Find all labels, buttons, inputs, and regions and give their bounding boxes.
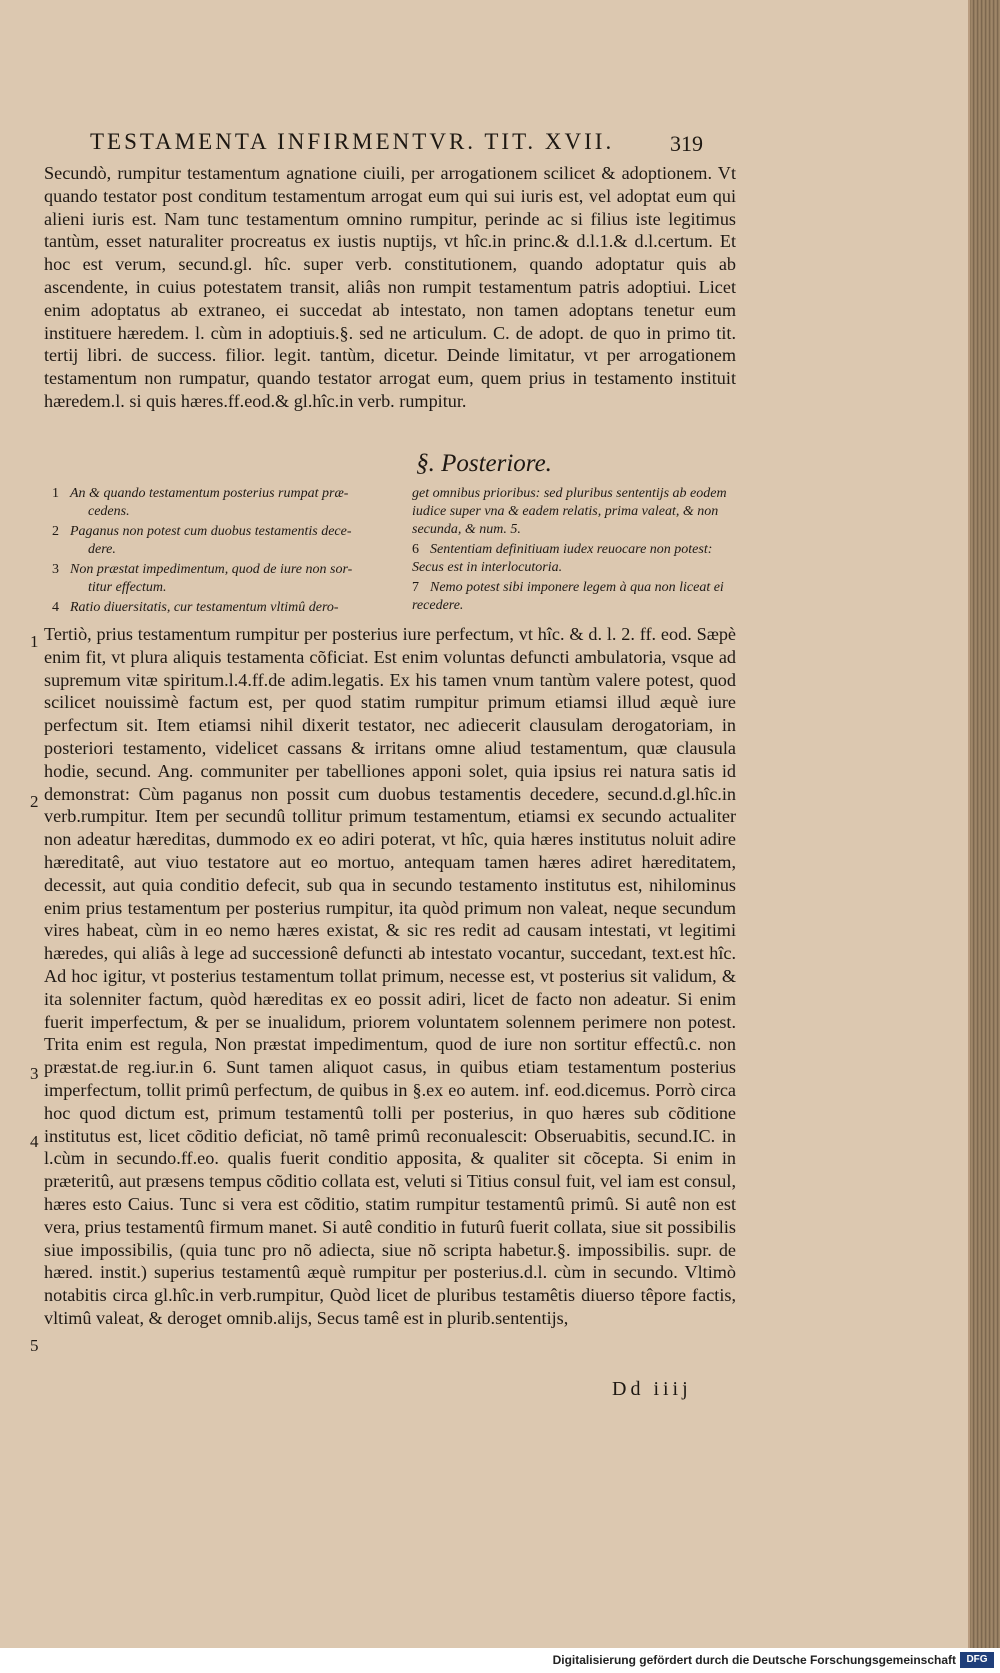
summary-number: 1 [52,486,59,501]
summary-number: 7 [412,580,419,595]
summary-item [412,579,742,615]
summary-text: An & quando testamentum posterius rumpat præ- [70,486,349,501]
summary-item [412,485,742,539]
footer-bar [0,1648,1000,1673]
page-edge [970,0,1000,1648]
dfg-logo: DFG [960,1652,994,1668]
summary-item [52,523,382,559]
summary-text: get omnibus prioribus: sed pluribus sententijs ab eodem iudice super vna & eadem relatis, prima valeat, & non secunda, & num. 5. [412,486,727,537]
margin-number: 3 [30,1064,39,1083]
summary-continuation: titur effectum. [88,580,167,595]
summary-number: 2 [52,524,59,539]
paragraph-tertio: Tertiò, prius testamentum rumpitur per posterius iure perfectum, vt hîc. & d. l. 2. ff. eod. Sæpè enim fit, vt plura aliquis testamenta cõficiat. Est enim voluntas defuncti ambulatoria, vsque ad supremum vitæ spiritum.l.4.ff.de adim.legatis. Ex his tamen vnum tantùm valere potest, quod scilicet nouissimè factum est, per quod statim rumpitur primum etiamsi illud æquè iure perfectum sit. Item etiamsi nihil dixerit testator, nec adiecerit clausulam derogatoriam, in posteriori testamento, videlicet cassans & irritans omne aliud testamentum, quæ clausula hodie, secund. Ang. communiter per tabelliones apponi solet, quia ipsius rei natura satis id demonstrat: Cùm paganus non possit cum duobus testamentis decedere, secund.d.gl.hîc.in verb.rumpitur. Item per secundû tollitur primum testamentum, etiamsi ex secundo actualiter non adeatur hæreditas, dummodo ex eo adiri poterat, vt hîc, quia hæres institutus noluit adire hæreditatê, aut viuo testatore aut eo mortuo, antequam tamen hæres adiret hæreditatem, decessit, aut quia conditio defecit, sub qua in secundo testamento institutus est, nihilominus enim prius testamentum per posterius rumpitur, ita quòd primum non valeat, neque secundum vires habeat, cùm in eo nemo hæres existat, & sic res redit ad causam intestati, vt legitimi hæredes, qui aliâs à lege ad successionê defuncti ab intestato vocantur, succedant, text.est hîc. Ad hoc igitur, vt posterius testamentum tollat primum, necesse est, vt posterius sit validum, & ita solenniter factum, quòd hæreditas ex eo possit adiri, licet de facto non adeatur. Si enim fuerit imperfectum, & per se inualidum, priorem voluntatem solennem perimere non potest. Trita enim est regula, Non præstat impedimentum, quod de iure non sortitur effectû.c. non præstat.de reg.iur.in 6. Sunt tamen aliquot casus, in quibus etiam testamentum posterius imperfectum, tollit primû perfectum, de quibus in §.ex eo autem. inf. eod.dicemus. Porrò circa hoc quod dictum est, primum testamentû tolli per posterius, in quo hæres sub cõditione institutus est, licet cõditio deficiat, nõ tamê primû reconualescit: Obseruabitis, secund.IC. in l.cùm in secundo.ff.eo. qualis fuerit conditio apposita, & qualiter sit cõcepta. Si enim in præteritû, aut præsens tempus cõditio collata est, veluti si Titius consul fuit, vel iam est consul, hæres esto Caius. Tunc si vera est cõditio, statim rumpitur testamentû primû. Si autê non est vera, prius testamentû firmum manet. Si autê conditio in futurû fuerit collata, siue sit possibilis siue impossibilis, (quia tunc pro nõ adiecta, siue nõ scripta habetur.§. impossibilis. supr. de hæred. instit.) superius testamentû æquè rumpitur per posterius.d.l. cùm in secundo. Vltimò notabitis circa gl.hîc.in verb.rumpitur, Quòd licet de pluribus testamêtis diuerso têpore factis, vltimû valeat, & deroget omnib.alijs, Secus tamê est in plurib.sententijs, [44,624,736,1328]
summary-continuation: dere. [88,542,116,557]
summary-item [52,561,382,597]
summary-block [52,485,742,627]
signature-mark: Dd iiij [612,1378,692,1400]
summary-item [52,599,382,617]
summary-text: Ratio diuersitatis, cur testamentum vltimû dero- [70,600,339,615]
page-number: 319 [670,131,703,156]
summary-number: 3 [52,562,59,577]
summary-left-column [52,485,382,619]
summary-text: Sententiam definitiuam iudex reuocare non potest: Secus est in interlocutoria. [412,542,713,575]
margin-number: 5 [30,1336,39,1355]
summary-continuation: cedens. [88,504,130,519]
summary-text: Nemo potest sibi imponere legem à qua non liceat ei recedere. [412,580,724,613]
margin-number: 4 [30,1132,39,1151]
summary-right-column [412,485,742,617]
summary-number: 4 [52,600,59,615]
summary-item [412,541,742,577]
footer-credit: Digitalisierung gefördert durch die Deutsche Forschungsgemeinschaft [552,1653,956,1667]
paragraph-secundo: Secundò, rumpitur testamentum agnatione ciuili, per arrogationem scilicet & adoptionem. Vt quando testator post conditum testamentum arrogat eum qui sui iuris est, vel adoptat eum qui alieni iuris est. Nam tunc testamentum omnino rumpitur, perinde ac si filius iste legitimus tantùm, esset naturaliter procreatus ex iustis nuptijs, vt hîc.in princ.& d.l.1.& d.l.certum. Et hoc est verum, secund.gl. hîc. super verb. constitutionem, quando adoptatur quis ab ascendente, in cuius potestatem transit, aliâs non rumpit testamentum patris adoptiui. Licet enim adoptatus ab extraneo, ei succedat ab intestato, non tamen adoptans tenetur eum instituere hæredem. l. cùm in adoptiuis.§. sed ne articulum. C. de adopt. de quo in primo tit. tertij libri. de success. filior. legit. tantùm, dicetur. Deinde limitatur, vt per arrogationem testamentum non rumpatur, quando testator arrogat eum, quem prius in testamento instituit hæredem.l. si quis hæres.ff.eod.& gl.hîc.in verb. rumpitur. [44,163,736,411]
summary-text: Non præstat impedimentum, quod de iure non sor- [70,562,353,577]
margin-number: 1 [30,632,39,651]
summary-item [52,485,382,521]
summary-text: Paganus non potest cum duobus testamentis dece- [70,524,352,539]
margin-number: 2 [30,792,39,811]
running-head: TESTAMENTA INFIRMENTVR. TIT. XVII. [90,129,615,154]
section-title: §. Posteriore. [416,450,552,477]
summary-number: 6 [412,542,419,557]
